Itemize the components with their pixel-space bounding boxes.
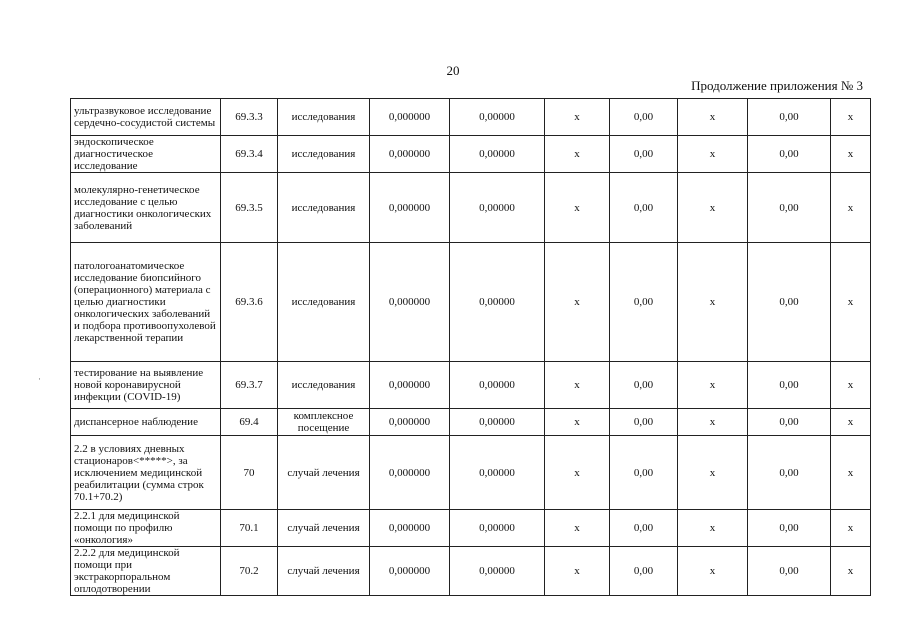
table-row [71,173,871,243]
cell-v2: 0,00000 [450,136,545,173]
cell-v7: x [831,243,871,362]
cell-v5: x [678,362,748,409]
cell-v5: x [678,173,748,243]
table-row [71,362,871,409]
cell-v7: x [831,409,871,436]
cell-v5: x [678,547,748,596]
cell-unit: исследования [278,362,370,409]
cell-v6: 0,00 [748,362,831,409]
cell-v1: 0,000000 [370,173,450,243]
cell-v3: x [545,99,610,136]
cell-v6: 0,00 [748,436,831,510]
cell-v4: 0,00 [610,136,678,173]
cell-v1: 0,000000 [370,136,450,173]
cell-v4: 0,00 [610,510,678,547]
cell-v1: 0,000000 [370,436,450,510]
cell-v2: 0,00000 [450,510,545,547]
cell-unit: случай лечения [278,510,370,547]
cell-v6: 0,00 [748,99,831,136]
cell-code: 69.3.6 [221,243,278,362]
table-row [71,243,871,362]
cell-v4: 0,00 [610,243,678,362]
cell-v1: 0,000000 [370,547,450,596]
cell-v2: 0,00000 [450,243,545,362]
cell-code: 70.2 [221,547,278,596]
cell-v7: x [831,510,871,547]
cell-v6: 0,00 [748,136,831,173]
cell-code: 69.3.4 [221,136,278,173]
cell-v3: x [545,243,610,362]
cell-v6: 0,00 [748,547,831,596]
cell-v7: x [831,136,871,173]
cell-unit: исследования [278,173,370,243]
cell-name: ультразвуковое исследование сердечно-сосудистой системы [71,99,221,136]
cell-v5: x [678,243,748,362]
cell-v3: x [545,547,610,596]
cell-v6: 0,00 [748,173,831,243]
continuation-label: Продолжение приложения № 3 [691,78,863,93]
cell-name: 2.2.2 для медицинской помощи при экстракорпоральном оплодотворении [71,547,221,596]
cell-v2: 0,00000 [450,436,545,510]
cell-v2: 0,00000 [450,173,545,243]
table-row [71,436,871,510]
cell-unit: исследования [278,136,370,173]
cell-code: 69.3.7 [221,362,278,409]
cell-code: 70.1 [221,510,278,547]
cell-code: 69.3.3 [221,99,278,136]
cell-v3: x [545,173,610,243]
cell-v6: 0,00 [748,243,831,362]
cell-v1: 0,000000 [370,510,450,547]
cell-v6: 0,00 [748,510,831,547]
cell-v7: x [831,362,871,409]
table-row [71,510,871,547]
cell-v4: 0,00 [610,409,678,436]
cell-v2: 0,00000 [450,362,545,409]
cell-code: 69.4 [221,409,278,436]
cell-v5: x [678,510,748,547]
cell-v2: 0,00000 [450,409,545,436]
table-row [71,99,871,136]
cell-v2: 0,00000 [450,547,545,596]
table-row [71,409,871,436]
cell-name: молекулярно-генетическое исследование с целью диагностики онкологических заболеваний [71,173,221,243]
cell-v7: x [831,547,871,596]
cell-v3: x [545,409,610,436]
cell-name: тестирование на выявление новой коронавирусной инфекции (COVID-19) [71,362,221,409]
cell-name: эндоскопическое диагностическое исследование [71,136,221,173]
cell-unit: исследования [278,99,370,136]
cell-unit: исследования [278,243,370,362]
cell-v5: x [678,136,748,173]
cell-v7: x [831,99,871,136]
cell-v1: 0,000000 [370,362,450,409]
cell-v4: 0,00 [610,436,678,510]
cell-v4: 0,00 [610,547,678,596]
table-row [71,547,871,596]
cell-unit: случай лечения [278,436,370,510]
cell-v7: x [831,436,871,510]
cell-unit: комплексное посещение [278,409,370,436]
cell-unit: случай лечения [278,547,370,596]
cell-v3: x [545,510,610,547]
cell-name: диспансерное наблюдение [71,409,221,436]
cell-v3: x [545,362,610,409]
table-row [71,136,871,173]
page-number: 20 [446,63,460,78]
cell-v3: x [545,136,610,173]
cell-name: 2.2 в условиях дневных стационаров<*****>, за исключением медицинской реабилитации (сумма строк 70.1+70.2) [71,436,221,510]
cell-code: 69.3.5 [221,173,278,243]
cell-v1: 0,000000 [370,99,450,136]
cell-v2: 0,00000 [450,99,545,136]
cell-v6: 0,00 [748,409,831,436]
appendix-table [70,98,871,596]
cell-name: 2.2.1 для медицинской помощи по профилю «онкология» [71,510,221,547]
scan-artifact: · [38,374,41,384]
cell-v1: 0,000000 [370,409,450,436]
cell-v3: x [545,436,610,510]
cell-v5: x [678,409,748,436]
cell-code: 70 [221,436,278,510]
cell-v1: 0,000000 [370,243,450,362]
cell-v4: 0,00 [610,99,678,136]
cell-v5: x [678,436,748,510]
cell-name: патологоанатомическое исследование биопсийного (операционного) материала с целью диагностики онкологических заболеваний и подбора противоопухолевой лекарственной терапии [71,243,221,362]
cell-v7: x [831,173,871,243]
cell-v4: 0,00 [610,173,678,243]
cell-v4: 0,00 [610,362,678,409]
cell-v5: x [678,99,748,136]
